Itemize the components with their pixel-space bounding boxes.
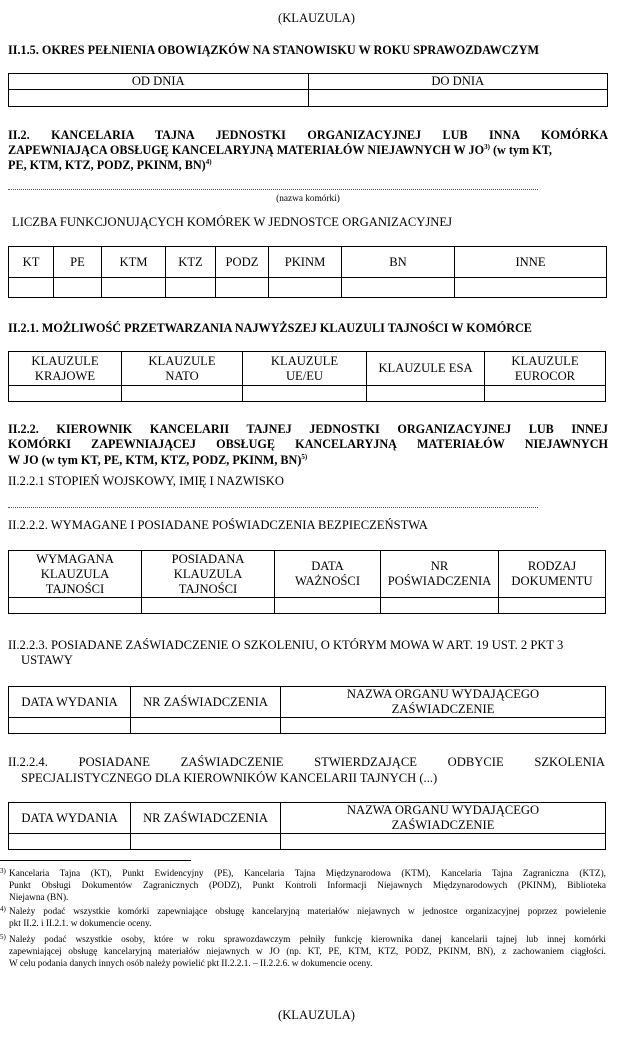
wymagana-cell[interactable] [9,598,142,614]
col-data-wydania-2: DATA WYDANIA [9,803,131,834]
col-inne: INNE [455,247,607,278]
col-klauzule-nato: KLAUZULE NATO [122,352,243,386]
name-dotted-line[interactable] [8,507,538,508]
footnote-3-line: Punkt Obsługi Dokumentów Zagranicznych (PODZ), Punkt Kontroli Informacji Niejawnych Międzynarodowych (PKINM), Biblioteka [9,881,606,891]
od-dnia-cell[interactable] [9,90,309,107]
cell-name-caption: (nazwa komórki) [276,194,340,204]
training-table [8,686,606,734]
esa-cell[interactable] [367,386,485,402]
footnote-5-number: 5) [0,933,6,941]
nazwa-organu-cell-2[interactable] [281,834,606,850]
col-klauzule-eurocor: KLAUZULE EUROCOR [485,352,606,386]
col-data-waznosci: DATA WAŻNOŚCI [275,551,381,598]
rodzaj-cell[interactable] [499,598,606,614]
footnote-ref-3: 3) [484,142,490,151]
footnote-5-line: zapewniającej obsługę kancelaryjną materiałów niejawnych w JO (np. KT, PE, KTM, KTZ, PODZ, PKINM, BN), z zachowaniem ciągłości. [9,947,606,957]
col-pe: PE [54,247,102,278]
col-ktz: KTZ [166,247,216,278]
footnote-5-line: W celu podania danych innych osób należy powielić pkt II.2.2.1. – II.2.2.6. w dokumencie oceny. [9,959,373,969]
cell-name-dotted-line[interactable] [8,189,538,190]
kierownik-line3-text: W JO (w tym KT, PE, KTM, KTZ, PODZ, PKINM, BN) [8,453,302,467]
col-ktm: KTM [102,247,166,278]
col-nazwa-organu-2: NAZWA ORGANU WYDAJĄCEGO ZAŚWIADCZENIE [281,803,606,834]
col-nr-zaswiadczenia-2: NR ZAŚWIADCZENIA [131,803,281,834]
bn-cell[interactable] [342,278,455,298]
footnote-4-number: 4) [0,905,6,913]
footnote-3-number: 3) [0,867,6,875]
footnote-3-line: Kancelaria Tajna (KT), Punkt Ewidencyjny (PE), Kancelaria Tajna Międzynarodowa (KTM), Kancelaria Tajna Zagraniczna (KTZ), [9,869,606,879]
kancelaria-line3-text: PE, KTM, KTZ, PODZ, PKINM, BN) [8,158,206,172]
section-title-kierownik-line3 [8,453,608,468]
krajowe-cell[interactable] [9,386,122,402]
section-title-kancelaria-line2 [8,143,628,158]
ktm-cell[interactable] [102,278,166,298]
col-wymagana-klauzula: WYMAGANA KLAUZULA TAJNOŚCI [9,551,142,598]
section-title-klauzula: II.2.1. MOŻLIWOŚĆ PRZETWARZANIA NAJWYŻSZEJ KLAUZULI TAJNOŚCI W KOMÓRCE [8,321,532,335]
clearance-table [8,550,606,614]
col-podz: PODZ [216,247,269,278]
col-data-wydania: DATA WYDANIA [9,687,131,718]
col-klauzule-krajowe: KLAUZULE KRAJOWE [9,352,122,386]
specialist-training-table [8,802,606,850]
period-table [8,73,608,107]
pe-cell[interactable] [54,278,102,298]
posiadana-cell[interactable] [142,598,275,614]
nr-zaswiadczenia-cell[interactable] [131,718,281,734]
footnote-ref-5: 5) [301,452,308,461]
col-pkinm: PKINM [269,247,342,278]
section-title-kancelaria-line3 [8,158,608,173]
subsection-specjalistyczne-line2: SPECJALISTYCZNEGO DLA KIEROWNIKÓW KANCELARII TAJNYCH (...) [21,771,438,785]
footnote-5 [0,934,606,970]
subsection-szkolenie-line2: USTAWY [21,653,73,667]
col-od-dnia: OD DNIA [9,74,309,90]
subsection-specjalistyczne-line1: II.2.2.4. POSIADANE ZAŚWIADCZENIE STWIERDZAJĄCE ODBYCIE SZKOLENIA [8,755,605,769]
kancelaria-line2-text: ZAPEWNIAJĄCA OBSŁUGĘ KANCELARYJNĄ MATERIAŁÓW NIEJAWNYCH W JO [8,143,485,157]
col-klauzule-esa: KLAUZULE ESA [367,352,485,386]
footnote-3-line: Niejawna (BN). [9,893,69,903]
col-rodzaj-dokumentu: RODZAJ DOKUMENTU [499,551,606,598]
data-wydania-cell-2[interactable] [9,834,131,850]
col-do-dnia: DO DNIA [308,74,608,90]
footer-clause: (KLAUZULA) [278,1008,355,1022]
footnote-4-line: Należy podać wszystkie komórki zapewniające obsługę kancelaryjną materiałów niejawnych w jednostce organizacyjnej poprzez powielenie [9,907,606,917]
col-bn: BN [342,247,455,278]
nr-zaswiadczenia-cell-2[interactable] [131,834,281,850]
subsection-stopien: II.2.2.1 STOPIEŃ WOJSKOWY, IMIĘ I NAZWISKO [8,474,284,488]
col-nazwa-organu: NAZWA ORGANU WYDAJĄCEGO ZAŚWIADCZENIE [281,687,606,718]
footnote-4-line: pkt II.2. i II.2.1. w dokumencie oceny. [9,919,152,929]
col-kt: KT [9,247,54,278]
kancelaria-line2-tail: (w tym KT, [489,143,552,157]
subsection-szkolenie-line1: II.2.2.3. POSIADANE ZAŚWIADCZENIE O SZKOLENIU, O KTÓRYM MOWA W ART. 19 UST. 2 PKT 3 [8,638,564,652]
waznosc-cell[interactable] [275,598,381,614]
section-title-kierownik-line1: II.2.2. KIEROWNIK KANCELARII TAJNEJ JEDNOSTKI ORGANIZACYJNEJ LUB INNEJ [8,422,608,436]
section-title-kancelaria-line1: II.2. KANCELARIA TAJNA JEDNOSTKI ORGANIZACYJNEJ LUB INNA KOMÓRKA [8,128,608,142]
col-nr-poswiadczenia: NR POŚWIADCZENIA [381,551,499,598]
pkinm-cell[interactable] [269,278,342,298]
footnote-5-line: Należy podać wszystkie osoby, które w roku sprawozdawczym pełniły funkcję kierownika danej kancelarii tajnej lub innej komórki [9,935,606,945]
clause-table [8,351,606,402]
podz-cell[interactable] [216,278,269,298]
footnote-4 [0,906,606,930]
subsection-poswiadczenia: II.2.2.2. WYMAGANE I POSIADANE POŚWIADCZENIA BEZPIECZEŃSTWA [8,518,428,532]
kt-cell[interactable] [9,278,54,298]
nato-cell[interactable] [122,386,243,402]
cell-count-label: LICZBA FUNKCJONUJĄCYCH KOMÓREK W JEDNOSTCE ORGANIZACYJNEJ [12,215,452,229]
footnote-ref-4: 4) [205,157,212,166]
col-posiadana-klauzula: POSIADANA KLAUZULA TAJNOŚCI [142,551,275,598]
nr-poswiadczenia-cell[interactable] [381,598,499,614]
header-clause: (KLAUZULA) [278,11,355,25]
col-nr-zaswiadczenia: NR ZAŚWIADCZENIA [131,687,281,718]
inne-cell[interactable] [455,278,607,298]
eurocor-cell[interactable] [485,386,606,402]
col-klauzule-ue: KLAUZULE UE/EU [243,352,367,386]
do-dnia-cell[interactable] [308,90,608,107]
data-wydania-cell[interactable] [9,718,131,734]
footnote-separator [0,860,191,861]
section-title-kierownik-line2: KOMÓRKI ZAPEWNIAJĄCEJ OBSŁUGĘ KANCELARYJNĄ MATERIAŁÓW NIEJAWNYCH [8,437,608,451]
footnote-3 [0,868,606,904]
nazwa-organu-cell[interactable] [281,718,606,734]
ue-cell[interactable] [243,386,367,402]
section-title-okres: II.1.5. OKRES PEŁNIENIA OBOWIĄZKÓW NA STANOWISKU W ROKU SPRAWOZDAWCZYM [8,43,540,57]
ktz-cell[interactable] [166,278,216,298]
cell-count-table [8,246,607,298]
